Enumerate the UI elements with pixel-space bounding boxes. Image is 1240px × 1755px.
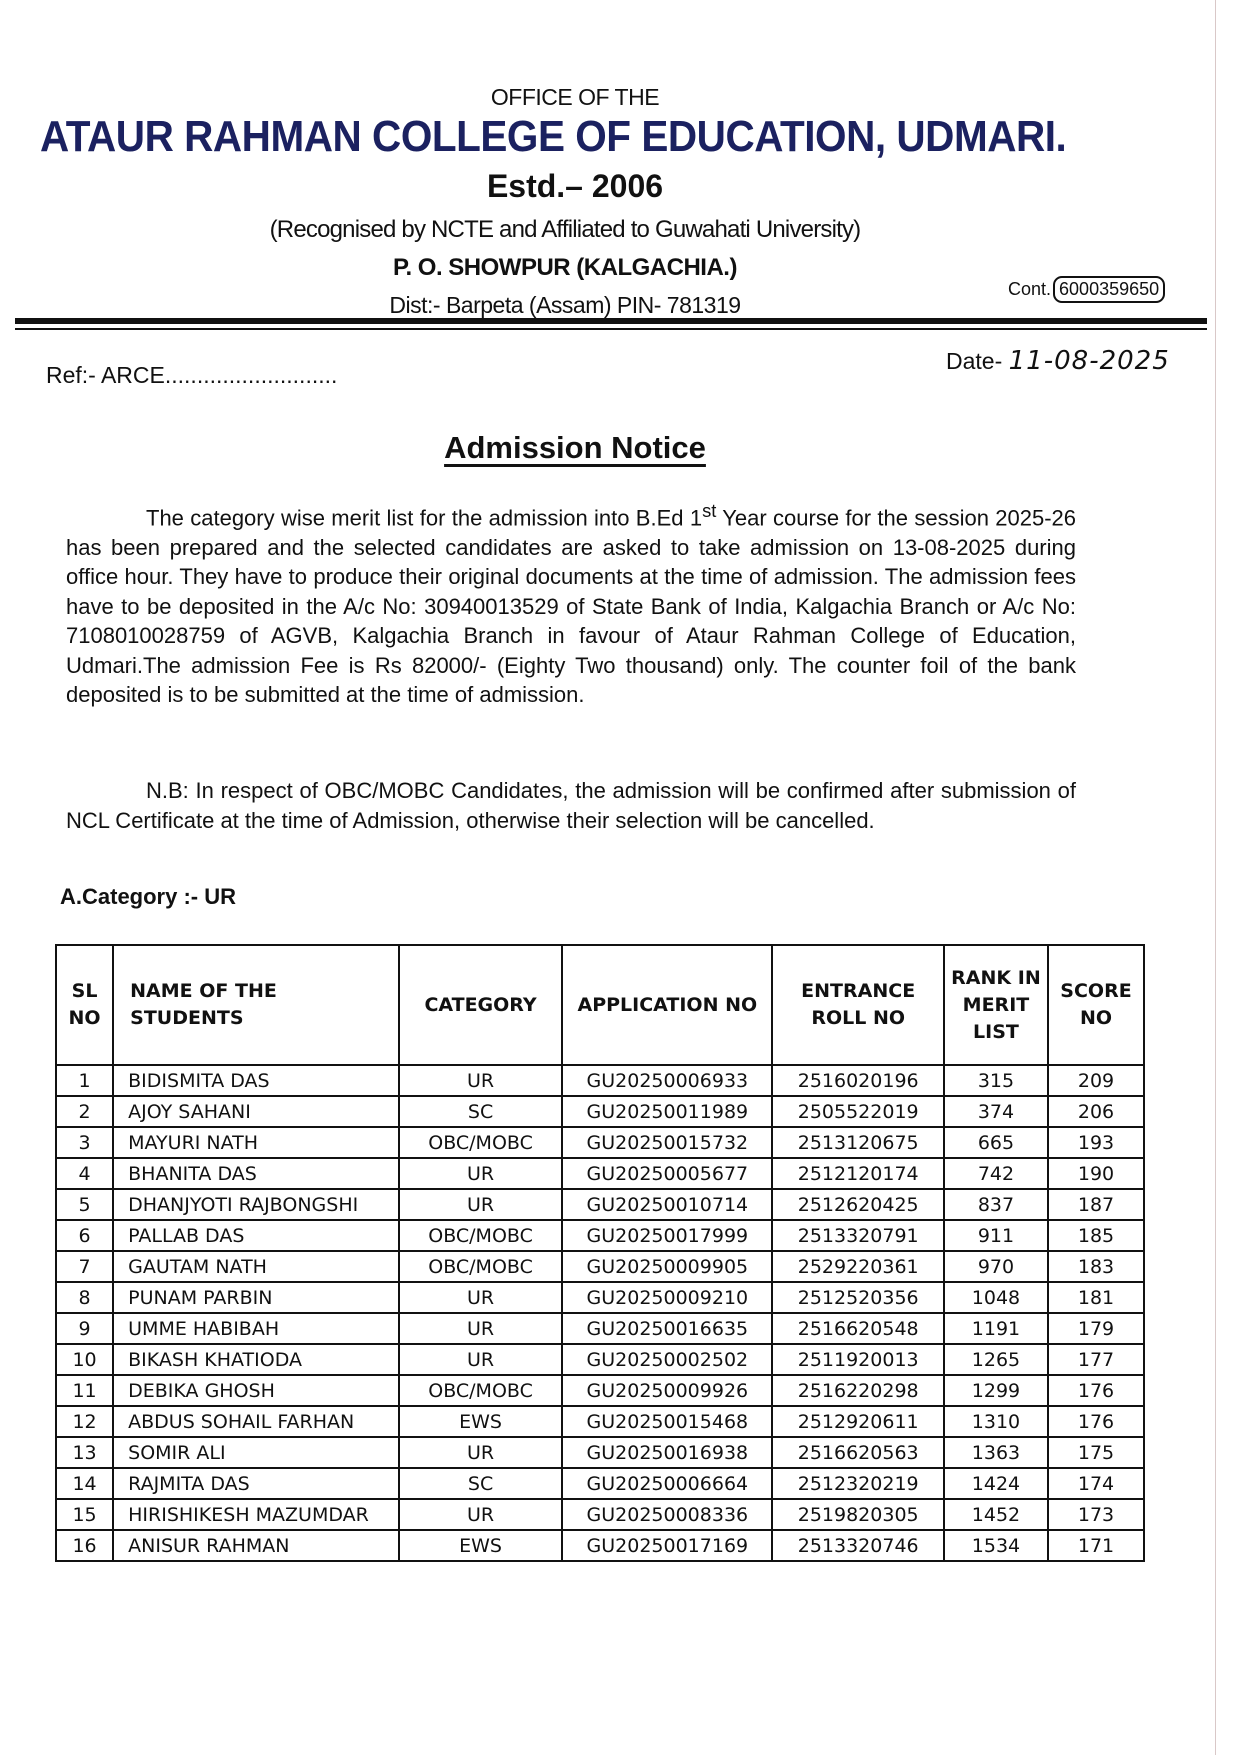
cell-score: 187	[1048, 1189, 1144, 1220]
cell-sl: 14	[56, 1468, 113, 1499]
cell-category: EWS	[399, 1530, 562, 1561]
cell-category: UR	[399, 1499, 562, 1530]
cell-category: OBC/MOBC	[399, 1375, 562, 1406]
column-header-roll: ENTRANCE ROLL NO	[772, 945, 943, 1065]
cell-score: 177	[1048, 1344, 1144, 1375]
cell-sl: 13	[56, 1437, 113, 1468]
cell-application: GU20250011989	[562, 1096, 772, 1127]
cell-application: GU20250017999	[562, 1220, 772, 1251]
cell-category: UR	[399, 1158, 562, 1189]
cell-name: BIKASH KHATIODA	[113, 1344, 399, 1375]
cell-rank: 1452	[944, 1499, 1048, 1530]
cell-rank: 837	[944, 1189, 1048, 1220]
cell-category: SC	[399, 1468, 562, 1499]
cell-name: PUNAM PARBIN	[113, 1282, 399, 1313]
cell-category: EWS	[399, 1406, 562, 1437]
cell-name: AJOY SAHANI	[113, 1096, 399, 1127]
contact-number: 6000359650	[1053, 276, 1165, 303]
district-line: Dist:- Barpeta (Assam) PIN- 781319	[389, 292, 741, 318]
cell-roll: 2513320746	[772, 1530, 943, 1561]
cell-score: 179	[1048, 1313, 1144, 1344]
table-row	[56, 1220, 1144, 1251]
table-row	[56, 1282, 1144, 1313]
cell-roll: 2519820305	[772, 1499, 943, 1530]
cell-score: 190	[1048, 1158, 1144, 1189]
cell-roll: 2516020196	[772, 1065, 943, 1096]
cell-sl: 2	[56, 1096, 113, 1127]
cell-name: DHANJYOTI RAJBONGSHI	[113, 1189, 399, 1220]
cell-roll: 2513120675	[772, 1127, 943, 1158]
cell-sl: 15	[56, 1499, 113, 1530]
cell-score: 209	[1048, 1065, 1144, 1096]
established-year: Estd.– 2006	[486, 168, 664, 204]
recognition-line: (Recognised by NCTE and Affiliated to Guwahati University)	[269, 216, 861, 243]
cell-name: SOMIR ALI	[113, 1437, 399, 1468]
cell-sl: 5	[56, 1189, 113, 1220]
cell-name: ABDUS SOHAIL FARHAN	[113, 1406, 399, 1437]
column-header-name: NAME OF THE STUDENTS	[113, 945, 399, 1065]
cell-application: GU20250006933	[562, 1065, 772, 1096]
cell-name: UMME HABIBAH	[113, 1313, 399, 1344]
category-heading: A.Category :- UR	[60, 884, 237, 909]
cell-name: DEBIKA GHOSH	[113, 1375, 399, 1406]
cell-application: GU20250016635	[562, 1313, 772, 1344]
paragraph-rest: Year course for the session 2025-26 has been prepared and the selected candidates are asked to take admission on 13-08-2025 during office hour. They have to produce their original documents at the time of admission. The admission fees have to be deposited in the A/c No: 30940013529 of State Bank of India, Kalgachia Branch or A/c No: 7108010028759 of AGVB, Kalgachia Branch in favour of Ataur Rahman College of Education, Udmari.The admission Fee is Rs 82000/- (Eighty Two thousand) only. The counter foil of the bank deposited is to be submitted at the time of admission.	[66, 505, 1076, 708]
cell-rank: 1299	[944, 1375, 1048, 1406]
cell-rank: 665	[944, 1127, 1048, 1158]
cell-roll: 2513320791	[772, 1220, 943, 1251]
notice-paragraph-nb: N.B: In respect of OBC/MOBC Candidates, the admission will be confirmed after submission of NCL Certificate at the time of Admission, otherwise their selection will be cancelled.	[66, 778, 1076, 833]
table-row	[56, 1344, 1144, 1375]
cell-name: ANISUR RAHMAN	[113, 1530, 399, 1561]
cell-score: 181	[1048, 1282, 1144, 1313]
cell-category: OBC/MOBC	[399, 1127, 562, 1158]
office-line: OFFICE OF THE	[490, 84, 660, 110]
cell-category: SC	[399, 1096, 562, 1127]
cell-sl: 11	[56, 1375, 113, 1406]
cell-application: GU20250017169	[562, 1530, 772, 1561]
cell-sl: 9	[56, 1313, 113, 1344]
cell-sl: 3	[56, 1127, 113, 1158]
cell-score: 183	[1048, 1251, 1144, 1282]
cell-application: GU20250006664	[562, 1468, 772, 1499]
cell-rank: 315	[944, 1065, 1048, 1096]
cell-sl: 8	[56, 1282, 113, 1313]
contact-label: Cont.	[1008, 279, 1052, 299]
cell-category: UR	[399, 1065, 562, 1096]
cell-name: MAYURI NATH	[113, 1127, 399, 1158]
cell-roll: 2505522019	[772, 1096, 943, 1127]
table-row	[56, 1127, 1144, 1158]
cell-name: BHANITA DAS	[113, 1158, 399, 1189]
table-row	[56, 1096, 1144, 1127]
cell-roll: 2512920611	[772, 1406, 943, 1437]
cell-category: UR	[399, 1189, 562, 1220]
cell-roll: 2529220361	[772, 1251, 943, 1282]
header-divider-thin	[15, 328, 1207, 330]
cell-rank: 1265	[944, 1344, 1048, 1375]
table-row	[56, 1189, 1144, 1220]
cell-application: GU20250002502	[562, 1344, 772, 1375]
cell-name: RAJMITA DAS	[113, 1468, 399, 1499]
contact-block	[1008, 276, 1165, 303]
merit-list-table	[55, 944, 1145, 1562]
post-office-line: P. O. SHOWPUR (KALGACHIA.)	[393, 254, 737, 281]
cell-roll: 2516620548	[772, 1313, 943, 1344]
page-edge-line	[1215, 0, 1216, 1755]
column-header-rank: RANK IN MERIT LIST	[944, 945, 1048, 1065]
cell-application: GU20250016938	[562, 1437, 772, 1468]
table-header-row	[56, 945, 1144, 1065]
cell-sl: 1	[56, 1065, 113, 1096]
cell-category: UR	[399, 1313, 562, 1344]
cell-roll: 2516220298	[772, 1375, 943, 1406]
cell-name: BIDISMITA DAS	[113, 1065, 399, 1096]
cell-score: 206	[1048, 1096, 1144, 1127]
cell-category: OBC/MOBC	[399, 1220, 562, 1251]
table-row	[56, 1313, 1144, 1344]
cell-roll: 2512120174	[772, 1158, 943, 1189]
cell-roll: 2512620425	[772, 1189, 943, 1220]
cell-score: 176	[1048, 1406, 1144, 1437]
cell-application: GU20250009905	[562, 1251, 772, 1282]
cell-category: UR	[399, 1344, 562, 1375]
cell-category: UR	[399, 1437, 562, 1468]
notice-title: Admission Notice	[444, 430, 706, 465]
notice-paragraph-main	[66, 496, 1076, 710]
table-row	[56, 1375, 1144, 1406]
cell-rank: 374	[944, 1096, 1048, 1127]
paragraph-start: The category wise merit list for the admission into B.Ed 1	[146, 505, 703, 531]
table-row	[56, 1530, 1144, 1561]
cell-category: OBC/MOBC	[399, 1251, 562, 1282]
cell-score: 175	[1048, 1437, 1144, 1468]
cell-roll: 2516620563	[772, 1437, 943, 1468]
cell-rank: 742	[944, 1158, 1048, 1189]
cell-roll: 2512320219	[772, 1468, 943, 1499]
table-row	[56, 1437, 1144, 1468]
column-header-category: CATEGORY	[399, 945, 562, 1065]
table-row	[56, 1158, 1144, 1189]
cell-application: GU20250015468	[562, 1406, 772, 1437]
table-row	[56, 1065, 1144, 1096]
cell-score: 173	[1048, 1499, 1144, 1530]
cell-sl: 10	[56, 1344, 113, 1375]
column-header-sl: SL NO	[56, 945, 113, 1065]
cell-roll: 2512520356	[772, 1282, 943, 1313]
reference-number: Ref:- ARCE...........................	[46, 362, 338, 388]
cell-score: 176	[1048, 1375, 1144, 1406]
cell-application: GU20250009210	[562, 1282, 772, 1313]
cell-rank: 1534	[944, 1530, 1048, 1561]
cell-score: 171	[1048, 1530, 1144, 1561]
cell-rank: 1191	[944, 1313, 1048, 1344]
cell-sl: 16	[56, 1530, 113, 1561]
cell-application: GU20250010714	[562, 1189, 772, 1220]
date-block	[946, 346, 1170, 376]
cell-category: UR	[399, 1282, 562, 1313]
cell-score: 185	[1048, 1220, 1144, 1251]
cell-application: GU20250008336	[562, 1499, 772, 1530]
cell-sl: 7	[56, 1251, 113, 1282]
cell-application: GU20250005677	[562, 1158, 772, 1189]
cell-score: 193	[1048, 1127, 1144, 1158]
cell-roll: 2511920013	[772, 1344, 943, 1375]
cell-sl: 12	[56, 1406, 113, 1437]
table-row	[56, 1468, 1144, 1499]
date-value-handwritten: 11-08-2025	[1008, 346, 1170, 376]
cell-rank: 1363	[944, 1437, 1048, 1468]
cell-application: GU20250009926	[562, 1375, 772, 1406]
cell-sl: 6	[56, 1220, 113, 1251]
table-row	[56, 1251, 1144, 1282]
table-row	[56, 1499, 1144, 1530]
cell-rank: 1310	[944, 1406, 1048, 1437]
table-body	[56, 1065, 1144, 1561]
column-header-application: APPLICATION NO	[562, 945, 772, 1065]
college-name: ATAUR RAHMAN COLLEGE OF EDUCATION, UDMARI.	[40, 112, 1067, 161]
cell-name: GAUTAM NATH	[113, 1251, 399, 1282]
cell-name: PALLAB DAS	[113, 1220, 399, 1251]
cell-rank: 1048	[944, 1282, 1048, 1313]
cell-sl: 4	[56, 1158, 113, 1189]
date-label: Date-	[946, 348, 1003, 374]
cell-rank: 911	[944, 1220, 1048, 1251]
ordinal-suffix: st	[702, 500, 717, 521]
cell-score: 174	[1048, 1468, 1144, 1499]
column-header-score: SCORE NO	[1048, 945, 1144, 1065]
header-divider-thick	[15, 318, 1207, 324]
cell-name: HIRISHIKESH MAZUMDAR	[113, 1499, 399, 1530]
table-row	[56, 1406, 1144, 1437]
cell-application: GU20250015732	[562, 1127, 772, 1158]
cell-rank: 970	[944, 1251, 1048, 1282]
cell-rank: 1424	[944, 1468, 1048, 1499]
